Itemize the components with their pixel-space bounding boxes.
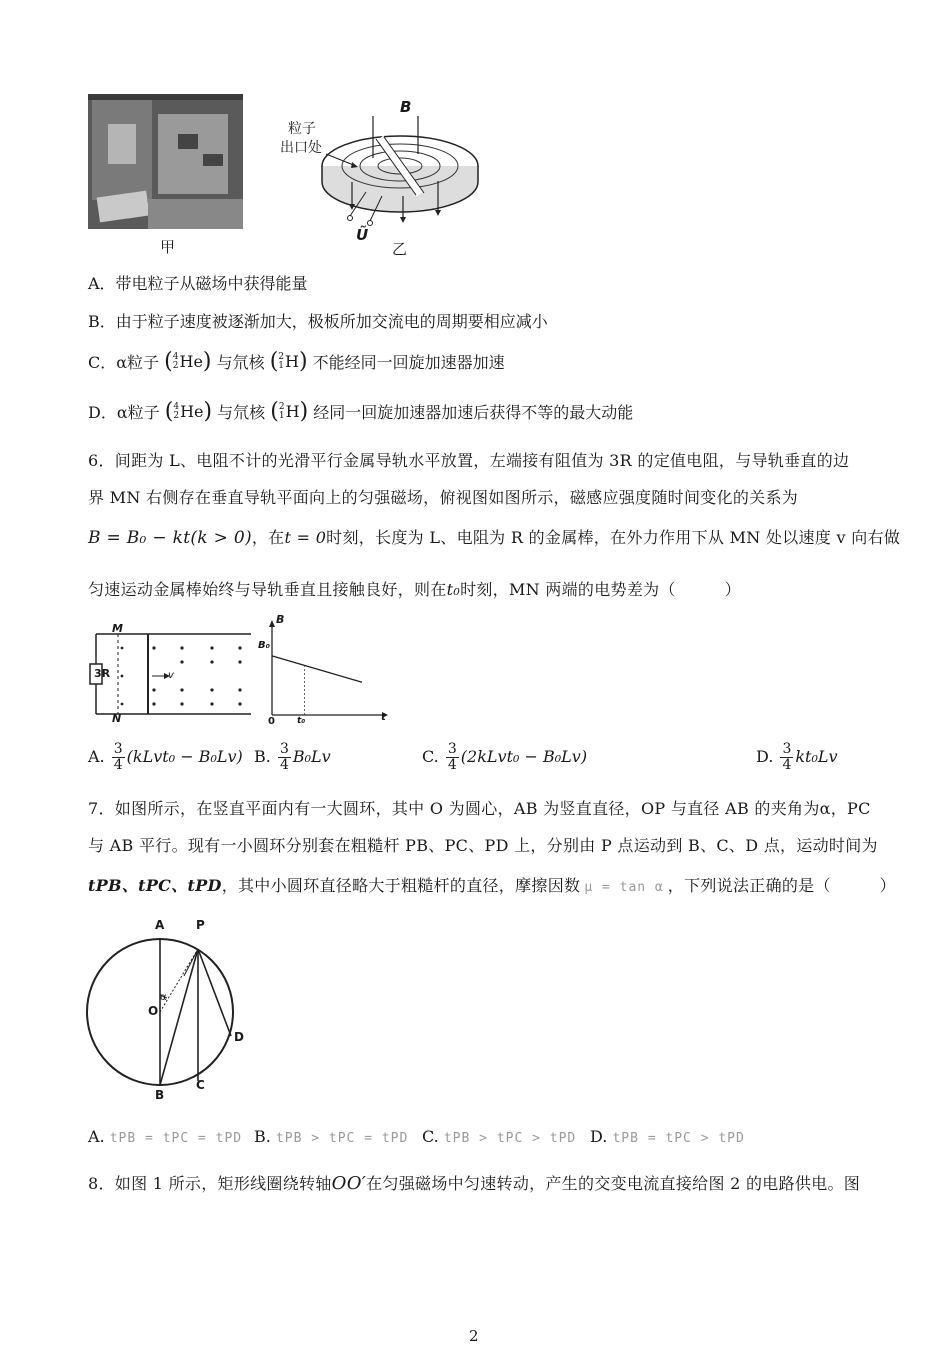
- q7-label-d: D: [234, 1030, 244, 1044]
- q7-option-d-expr: tPB = tPC > tPD: [612, 1131, 745, 1146]
- h-charge-number: 1: [278, 361, 285, 371]
- h-symbol: H: [285, 352, 299, 371]
- h-mass-number: 2: [278, 352, 285, 362]
- q6-formula-b: B = B₀ − kt(k > 0): [88, 528, 252, 548]
- q7-circle-figure: [84, 916, 254, 1106]
- cyclotron-label-exit-2: 出口处: [280, 140, 322, 156]
- deuterium-nucleus-d: ( 2 1 H ): [270, 399, 309, 424]
- q6-bt-graph: [262, 618, 392, 726]
- q5-option-c-suffix: 不能经同一回旋加速器加速: [312, 353, 505, 372]
- q6-graph-label-b: B: [276, 613, 285, 626]
- figure-label-jia: 甲: [160, 238, 176, 256]
- q6-option-a-expr: (kLvt₀ − B₀Lv): [126, 747, 243, 766]
- q5-option-c: [88, 349, 505, 374]
- q7-option-b-label: B.: [254, 1127, 271, 1146]
- q7-label-o: O: [148, 1004, 159, 1018]
- q6-line-3-text-a: ，在: [251, 528, 285, 547]
- helium-nucleus: ( 4 2 He ): [164, 349, 212, 374]
- q6-option-d-label: D.: [756, 747, 774, 766]
- q6-option-b-expr: B₀Lv: [292, 747, 331, 766]
- q7-label-alpha: α: [160, 992, 167, 1003]
- q8-line-1: [88, 1174, 860, 1194]
- q6-line-3-text-b: 时刻，长度为 L、电阻为 R 的金属棒，在外力作用下从 MN 处以速度 v 向右做: [326, 528, 901, 547]
- cyclotron-photo-image: [88, 94, 243, 229]
- h-symbol-d: H: [285, 402, 300, 421]
- q7-times: tPB、tPC、tPD: [88, 876, 222, 895]
- fraction-denominator: 4: [279, 757, 289, 773]
- fraction-denominator: 4: [447, 757, 457, 773]
- q7-label-p: P: [196, 918, 205, 932]
- q6-option-c-fraction: [446, 742, 459, 773]
- q7-friction-coefficient: μ = tan α: [584, 880, 664, 895]
- q6-graph-label-t0: t₀: [297, 716, 306, 726]
- q7-label-c: C: [196, 1078, 205, 1092]
- q7-option-b-expr: tPB > tPC = tPD: [275, 1131, 409, 1146]
- q7-circle-diagram: [84, 916, 254, 1106]
- q7-line-3-end: ，下列说法正确的是（ ）: [667, 876, 896, 895]
- q6-option-a-label: A.: [88, 747, 105, 766]
- q6-line-3: [88, 528, 900, 548]
- q6-label-n: N: [112, 712, 122, 725]
- q5-option-a: A．带电粒子从磁场中获得能量: [88, 274, 308, 293]
- q6-option-a: [88, 742, 243, 773]
- q5-option-d-suffix: 经同一回旋加速器加速后获得不等的最大动能: [313, 403, 634, 422]
- q7-option-c-label: C.: [422, 1127, 439, 1146]
- h-charge-number-d: 1: [278, 411, 285, 421]
- q6-label-3r: 3R: [94, 667, 111, 680]
- q6-option-b-label: B.: [254, 747, 271, 766]
- q6-option-b-fraction: [278, 742, 291, 773]
- q5-option-c-mid: 与氘核: [216, 353, 265, 372]
- figure-cyclotron-photo: [88, 94, 243, 229]
- q8-line-1-b: 在匀强磁场中匀速转动，产生的交变电流直接给图 2 的电路供电。图: [366, 1174, 861, 1193]
- q6-label-m: M: [112, 622, 123, 635]
- q7-line-3: [88, 876, 896, 898]
- q6-option-d-fraction: [780, 742, 793, 773]
- bt-decay-line: [272, 656, 362, 682]
- q6-option-c: [422, 742, 587, 773]
- fraction-denominator: 4: [113, 757, 123, 773]
- q5-option-d-prefix: D．α粒子: [88, 403, 160, 422]
- q5-option-b: B．由于粒子速度被逐渐加大，极板所加交流电的周期要相应减小: [88, 312, 548, 331]
- h-mass-number-d: 2: [278, 402, 285, 412]
- q7-option-b: [254, 1126, 408, 1150]
- he-symbol: He: [179, 352, 203, 371]
- figure-label-yi: 乙: [392, 240, 408, 258]
- he-charge-number: 2: [172, 361, 179, 371]
- q6-line-1: 6．间距为 L、电阻不计的光滑平行金属导轨水平放置，左端接有阻值为 3R 的定值电阻，与导轨垂直的边: [88, 451, 850, 470]
- q6-graph-label-origin: 0: [268, 716, 275, 727]
- q6-option-d-expr: kt₀Lv: [795, 747, 838, 766]
- he-mass-number: 4: [172, 352, 179, 362]
- q7-line-1: 7．如图所示，在竖直平面内有一大圆环，其中 O 为圆心，AB 为竖直直径，OP 与直径 AB 的夹角为α，PC: [88, 799, 871, 818]
- q6-option-c-label: C.: [422, 747, 439, 766]
- fraction-numerator: 3: [447, 741, 457, 757]
- magnetic-field-dots: [121, 646, 242, 705]
- q7-line-2: 与 AB 平行。现有一小圆环分别套在粗糙杆 PB、PC、PD 上，分别由 P 点运动到 B、C、D 点，运动时间为: [88, 836, 878, 855]
- helium-nucleus-d: ( 4 2 He ): [164, 399, 213, 424]
- q7-option-d: [590, 1126, 745, 1150]
- q7-option-c-expr: tPB > tPC > tPD: [443, 1131, 577, 1146]
- q7-option-a-label: A.: [88, 1127, 105, 1146]
- q6-option-d: [756, 742, 838, 773]
- fraction-numerator: 3: [279, 741, 289, 757]
- fraction-numerator: 3: [782, 741, 792, 757]
- cyclotron-label-b: B: [400, 98, 412, 116]
- q6-line-4-a: 匀速运动金属棒始终与导轨垂直且接触良好，则在: [88, 580, 447, 599]
- q6-option-c-expr: (2kLvt₀ − B₀Lv): [460, 747, 588, 766]
- q7-label-a: A: [155, 918, 165, 932]
- q6-graph-label-b0: B₀: [258, 640, 271, 651]
- fraction-numerator: 3: [113, 741, 123, 757]
- cyclotron-label-exit-1: 粒子: [288, 121, 316, 137]
- q6-label-v: v: [168, 670, 174, 681]
- bt-b-axis-arrow: [269, 620, 275, 627]
- cyclotron-label-u: Ũ: [356, 226, 369, 244]
- q7-option-a-expr: tPB = tPC = tPD: [109, 1131, 243, 1146]
- q5-option-c-prefix: C．α粒子: [88, 353, 160, 372]
- q6-line-4: [88, 580, 741, 600]
- q7-line-3-text: ，其中小圆环直径略大于粗糙杆的直径，摩擦因数: [221, 876, 581, 895]
- q7-option-d-label: D.: [590, 1127, 608, 1146]
- q7-label-b: B: [155, 1088, 165, 1102]
- q6-line-4-b: 时刻，MN 两端的电势差为（ ）: [460, 580, 741, 599]
- q6-graph-label-t: t: [381, 712, 386, 723]
- q6-bt-graph-svg: [262, 618, 392, 726]
- q6-t0: t₀: [446, 580, 461, 599]
- q6-line-2: 界 MN 右侧存在垂直导轨平面向上的匀强磁场，俯视图如图所示，磁感应强度随时间变化的关系为: [88, 488, 799, 507]
- he-charge-number-d: 2: [173, 411, 180, 421]
- he-symbol-d: He: [180, 402, 204, 421]
- q6-option-b: [254, 742, 331, 773]
- q5-option-d: [88, 399, 634, 424]
- fraction-denominator: 4: [782, 757, 792, 773]
- page-number: 2: [469, 1327, 479, 1345]
- q8-axis: OO′: [331, 1173, 367, 1194]
- q6-t-zero: t = 0: [284, 528, 327, 547]
- q8-line-1-a: 8．如图 1 所示，矩形线圈绕转轴: [88, 1174, 332, 1193]
- q6-option-a-fraction: [112, 742, 125, 773]
- he-mass-number-d: 4: [173, 402, 180, 412]
- deuterium-nucleus: ( 2 1 H ): [269, 349, 308, 374]
- q7-option-a: [88, 1126, 242, 1150]
- q7-option-c: [422, 1126, 576, 1150]
- q5-option-d-mid: 与氘核: [217, 403, 266, 422]
